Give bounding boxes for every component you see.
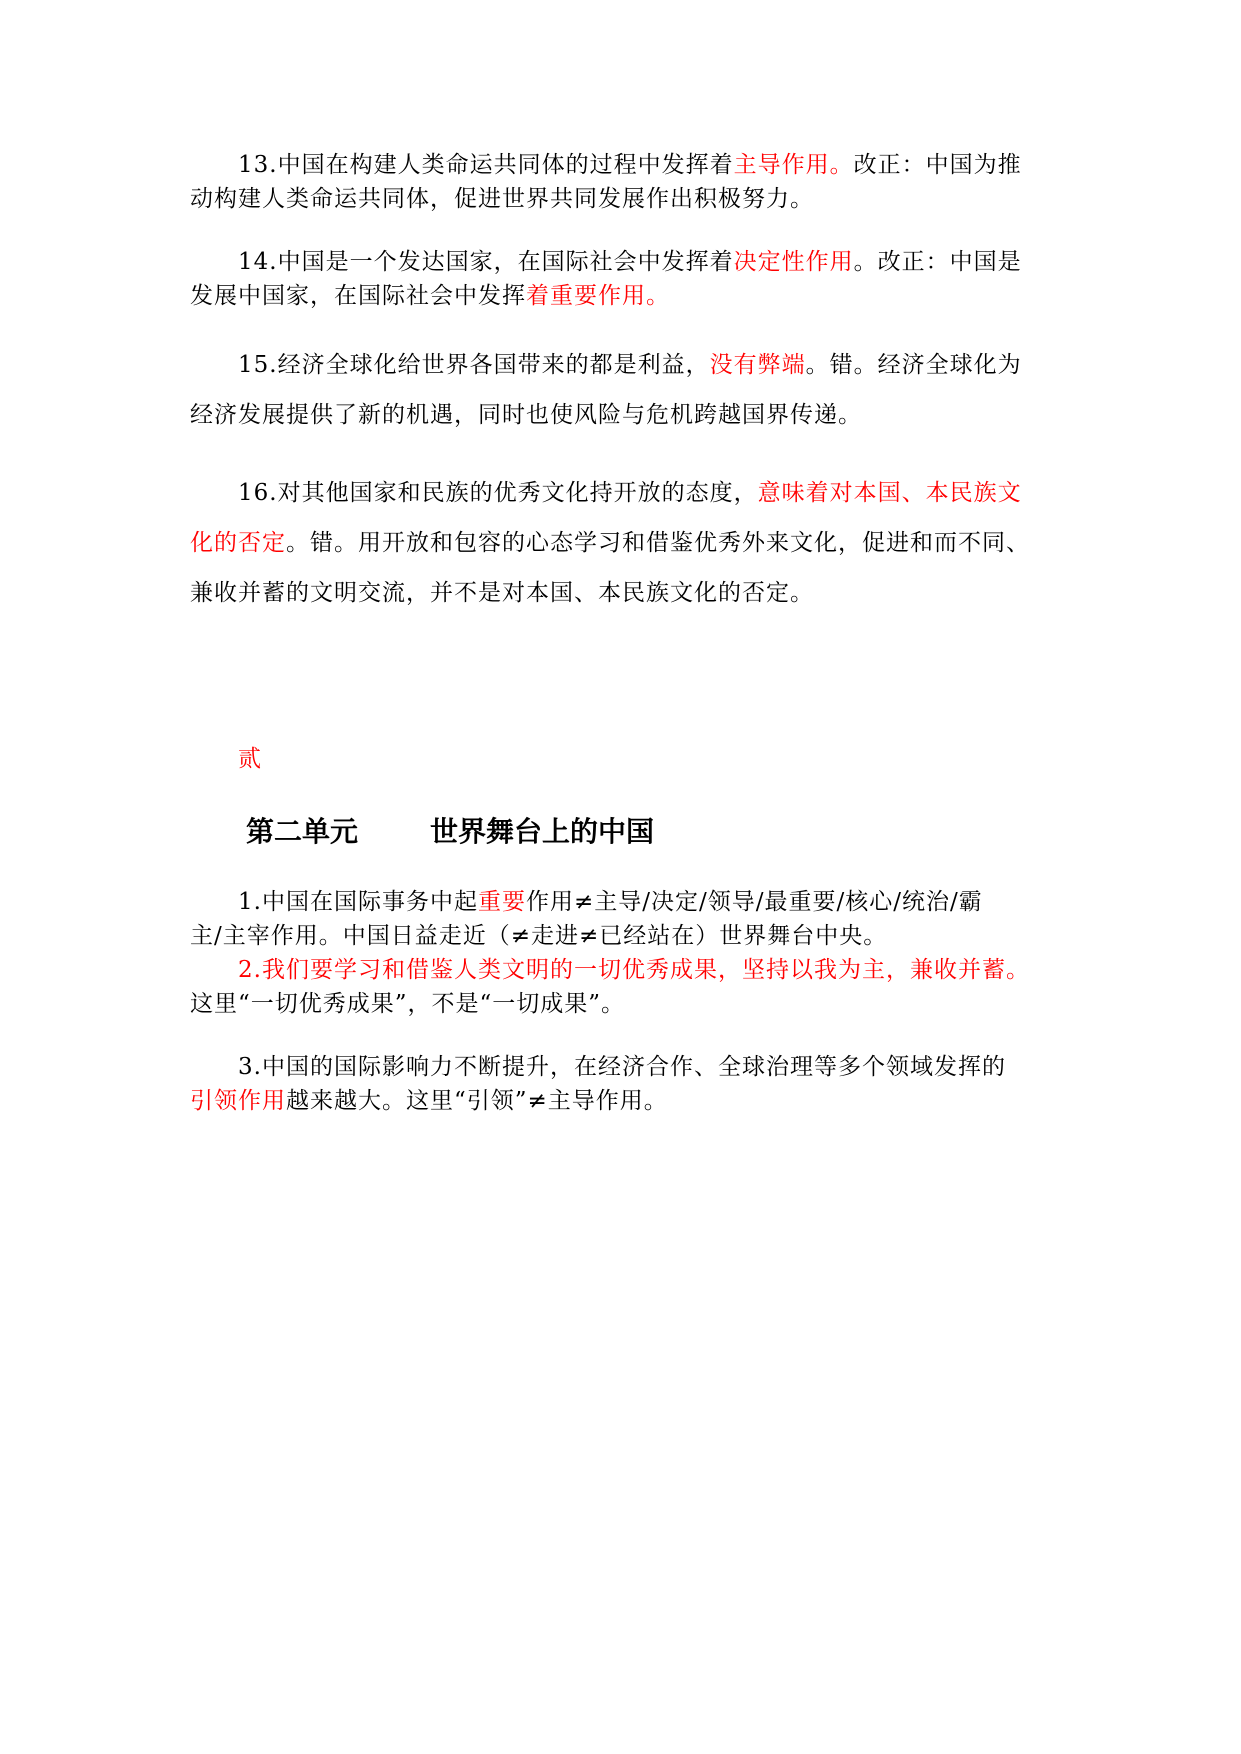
highlight-text: 引领作用	[190, 1088, 286, 1114]
text: 发展中国家，在国际社会中发挥	[190, 283, 526, 309]
highlight-text: 着重要作用。	[526, 283, 670, 309]
highlight-text: 化的否定	[190, 530, 286, 556]
item-16-line-3: 兼收并蓄的文明交流，并不是对本国、本民族文化的否定。	[190, 580, 814, 606]
text: 作用≠主导/决定/领导/最重要/核心/统治/霸	[525, 889, 983, 915]
text: 1.中国在国际事务中起	[238, 889, 478, 915]
item-13	[190, 148, 1060, 216]
item-14	[190, 245, 1060, 313]
text: 。改正：中国是	[853, 249, 1022, 275]
item-13-line-1	[190, 148, 1060, 182]
item-13-line-2: 动构建人类命运共同体，促进世界共同发展作出积极努力。	[190, 186, 814, 212]
unit-item-1-line-1	[190, 885, 1060, 919]
text: 15.经济全球化给世界各国带来的都是利益，	[238, 352, 710, 378]
unit-item-3-line-1: 3.中国的国际影响力不断提升，在经济合作、全球治理等多个领域发挥的	[238, 1054, 1006, 1080]
item-16-line-2	[190, 518, 1060, 568]
item-14-line-2	[190, 279, 1060, 313]
highlight-text: 决定性作用	[733, 249, 854, 275]
unit-number: 第二单元	[246, 815, 359, 848]
item-14-line-1	[190, 245, 1060, 279]
unit-item-2	[190, 953, 1060, 1021]
item-15-line-1	[190, 340, 1060, 390]
unit-item-1-line-2: 主/主宰作用。中国日益走近（≠走进≠已经站在）世界舞台中央。	[190, 923, 888, 949]
text: 13.中国在构建人类命运共同体的过程中发挥着	[238, 152, 734, 178]
text: 14.中国是一个发达国家，在国际社会中发挥着	[238, 249, 734, 275]
item-15-line-2: 经济发展提供了新的机遇，同时也使风险与危机跨越国界传递。	[190, 402, 862, 428]
unit-item-3	[190, 1050, 1060, 1118]
text: 改正：中国为推	[853, 152, 1022, 178]
item-16-line-1	[190, 468, 1060, 518]
unit-name: 世界舞台上的中国	[430, 815, 655, 848]
text: 。错。经济全球化为	[805, 352, 1022, 378]
text: 。错。用开放和包容的心态学习和借鉴优秀外来文化，促进和而不同、	[286, 530, 1030, 556]
unit-item-2-line-1: 2.我们要学习和借鉴人类文明的一切优秀成果，坚持以我为主，兼收并蓄。	[238, 957, 1030, 983]
text: 16.对其他国家和民族的优秀文化持开放的态度，	[238, 480, 758, 506]
highlight-text: 主导作用。	[733, 152, 854, 178]
item-16	[190, 468, 1060, 618]
unit-item-3-line-2	[190, 1084, 1060, 1118]
highlight-text: 意味着对本国、本民族文	[757, 480, 1022, 506]
highlight-text: 没有弊端	[709, 352, 806, 378]
text: 越来越大。这里“引领”≠主导作用。	[286, 1088, 668, 1114]
unit-item-1	[190, 885, 1060, 953]
item-15	[190, 340, 1060, 440]
highlight-text: 重要	[477, 889, 526, 915]
unit-item-2-line-2: 这里“一切优秀成果”，不是“一切成果”。	[190, 991, 626, 1017]
section-mark: 贰	[238, 746, 261, 772]
unit-title	[246, 810, 654, 850]
